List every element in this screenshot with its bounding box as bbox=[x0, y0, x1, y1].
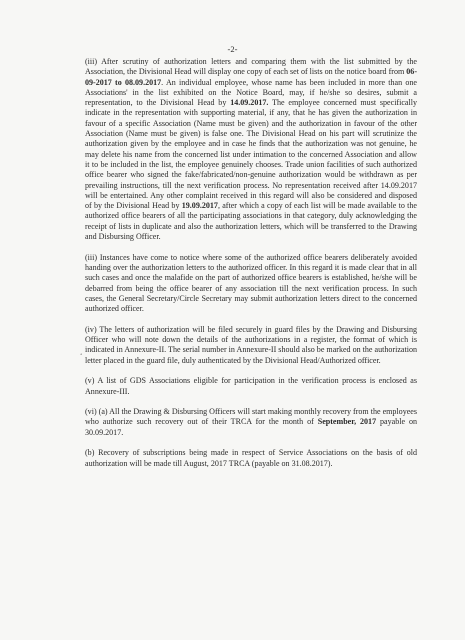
text-segment: (vi) (a) All the Drawing & Disbursing Officers will start making monthly recovery from the employees who authorize such recovery out of their TRCA for the month of bbox=[85, 407, 417, 427]
paragraph-iii_b bbox=[85, 253, 417, 315]
bold-text: 06-09-2017 to 08.09.2017 bbox=[85, 67, 417, 87]
text-segment: (iii) Instances have come to notice where some of the authorized office bearers deliberately avoided handing over the authorization letters to the authorized officer. In this regard it is made clear that in all such cases and once the malafide on the part of authorized office bearers is established, he/she will be debarred from being the office bearer of any association till the next verification process. In such cases, the General Secretary/Circle Secretary may submit authorization letters direct to the concerned authorized officer. bbox=[85, 252, 417, 314]
text-segment: , after which a copy of each list will be made available to the authorized office bearers of all the participating associations in that category, duly acknowledging the receipt of lists in duplicate and also the authorization letters, which will be transferred to the Drawing and Disbursing Officer. bbox=[85, 201, 417, 242]
bold-text: September, 2017 bbox=[317, 417, 377, 427]
margin-mark: ʻ bbox=[80, 352, 83, 360]
paragraph-iii_a bbox=[85, 57, 417, 242]
paragraph-vi_a bbox=[85, 407, 417, 438]
text-segment: (iv) The letters of authorization will be filed securely in guard files by the Drawing and Disbursing Officer who will note down the details of the authorizations in a register, the format of which is indicated in Annexure-II. The serial number in Annexure-II should also be marked on the authorization letter placed in the guard file, duly authenticated by the Divisional Head/Authorized officer. bbox=[85, 324, 417, 365]
text-segment: (iii) After scrutiny of authorization letters and comparing them with the list submitted by the Association, the Divisional Head will display one copy of each set of lists on the notice board from bbox=[85, 57, 417, 77]
paragraph-v bbox=[85, 376, 417, 397]
text-segment: (v) A list of GDS Associations eligible for participation in the verification process is enclosed as Annexure-III. bbox=[85, 376, 417, 396]
text-segment: payable on 30.09.2017. bbox=[85, 417, 417, 437]
text-segment: The employee concerned must specifically indicate in the representation with supporting material, if any, that he has given the authorization in favour of a specific Association (Name must be given) and the authorization in favour of the other Association (Name must be given) is false one. The Divisional Head on his part will scrutinize the authorization given by the employee and in case he finds that the authorization was not genuine, he may delete his name from the concerned list under intimation to the concerned Association and allow it to be included in the list, the employee genuinely chooses. Trade union facilities of such authorized office bearer who signed the fake/fabricated/non-genuine authorization would be withdrawn as per prevailing instructions, till the next verification process. No representation received after 14.09.2017 will be entertained. Any other complaint received in this regard will also be considered and disposed of by the Divisional Head by bbox=[85, 98, 417, 211]
text-segment: . An individual employee, whose name has been included in more than one Associations' in the list exhibited on the Notice Board, may, if he/she so desires, submit a representation, to the Divisional Head by bbox=[85, 77, 417, 108]
paragraph-vi_b bbox=[85, 448, 417, 469]
bold-text: 19.09.2017 bbox=[181, 201, 218, 211]
document-body bbox=[85, 57, 417, 479]
paragraph-iv bbox=[85, 325, 417, 366]
page-number: -2- bbox=[227, 44, 238, 54]
bold-text: 14.09.2017. bbox=[230, 98, 269, 108]
text-segment: (b) Recovery of subscriptions being made in respect of Service Associations on the basis of old authorization will be made till August, 2017 TRCA (payable on 31.08.2017). bbox=[85, 448, 417, 468]
